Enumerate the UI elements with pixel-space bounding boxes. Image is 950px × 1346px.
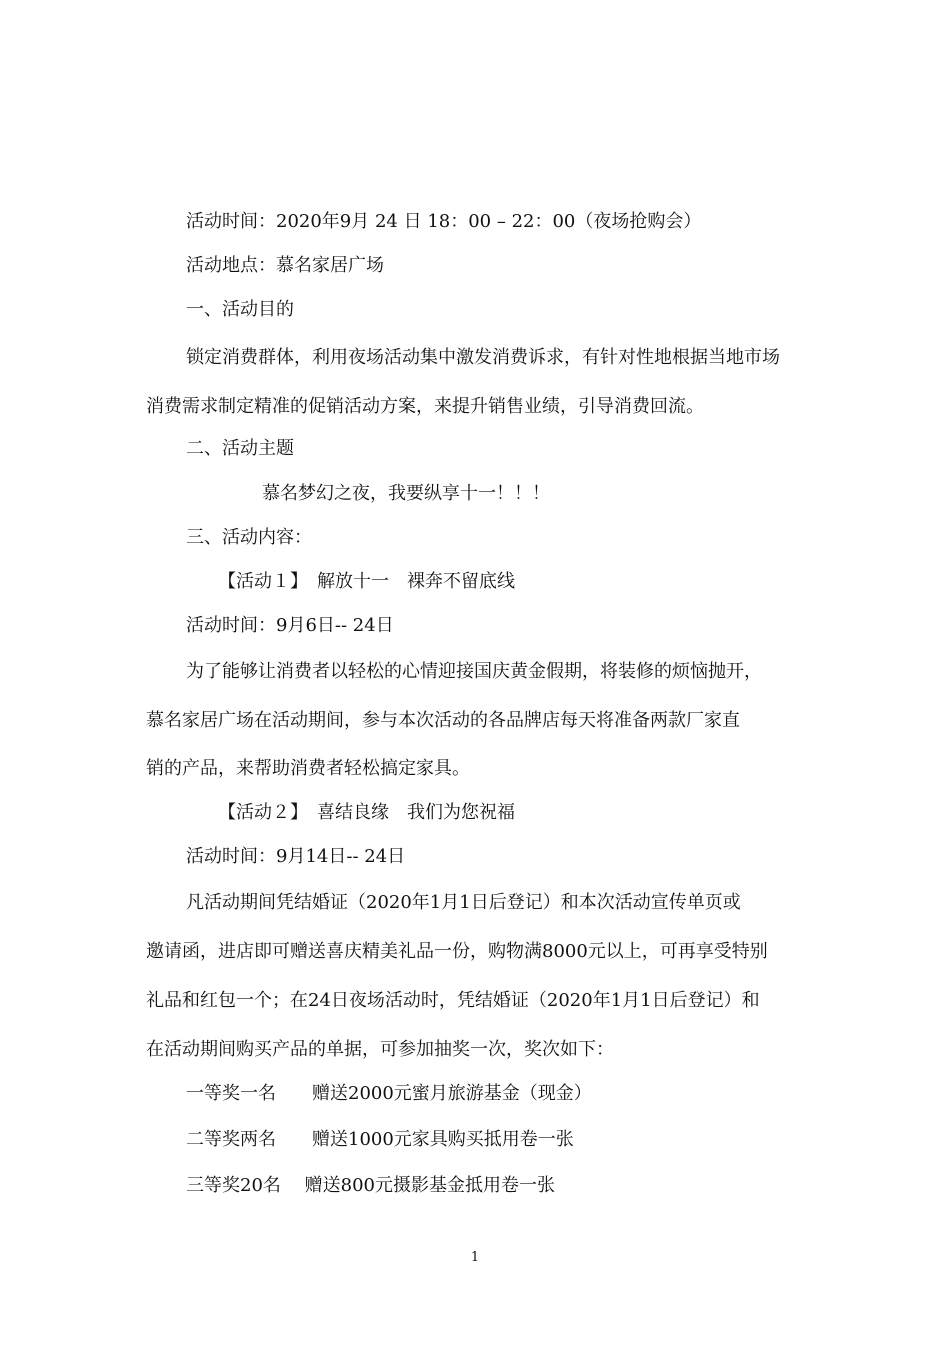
- purpose-text-line-2: 消费需求制定精准的促销活动方案，来提升销售业绩，引导消费回流。: [146, 396, 704, 417]
- theme-text: 慕名梦幻之夜，我要纵享十一！！！: [262, 483, 550, 504]
- activity-2-text-line-2: 邀请函，进店即可赠送喜庆精美礼品一份，购物满8000元以上，可再享受特别: [146, 941, 768, 962]
- purpose-text-line-1: 锁定消费群体，利用夜场活动集中激发消费诉求，有针对性地根据当地市场: [186, 347, 780, 368]
- activity-2-text-line-1: 凡活动期间凭结婚证（2020年1月1日后登记）和本次活动宣传单页或: [186, 892, 741, 913]
- activity-1-title: 【活动１】 解放十一 裸奔不留底线: [218, 571, 515, 592]
- section-heading-theme: 二、活动主题: [186, 438, 294, 459]
- activity-1-time: 活动时间：9月6日-- 24日: [186, 615, 394, 636]
- prize-second: 二等奖两名 赠送1000元家具购买抵用卷一张: [186, 1129, 574, 1150]
- prize-first: 一等奖一名 赠送2000元蜜月旅游基金（现金）: [186, 1083, 592, 1104]
- page-number: 1: [470, 1250, 480, 1265]
- section-heading-content: 三、活动内容：: [186, 527, 312, 548]
- activity-2-text-line-3: 礼品和红包一个；在24日夜场活动时，凭结婚证（2020年1月1日后登记）和: [146, 990, 760, 1011]
- activity-1-text-line-2: 慕名家居广场在活动期间，参与本次活动的各品牌店每天将准备两款厂家直: [146, 710, 740, 731]
- activity-2-time: 活动时间：9月14日-- 24日: [186, 846, 406, 867]
- event-time-line: 活动时间：2020年9月 24 日 18：00 – 22：00（夜场抢购会）: [186, 211, 702, 232]
- activity-1-text-line-3: 销的产品，来帮助消费者轻松搞定家具。: [146, 758, 470, 779]
- activity-2-title: 【活动２】 喜结良缘 我们为您祝福: [218, 802, 515, 823]
- section-heading-purpose: 一、活动目的: [186, 299, 294, 320]
- activity-1-text-line-1: 为了能够让消费者以轻松的心情迎接国庆黄金假期，将装修的烦恼抛开，: [186, 661, 762, 682]
- prize-third: 三等奖20名 赠送800元摄影基金抵用卷一张: [186, 1175, 555, 1196]
- event-location-line: 活动地点：慕名家居广场: [186, 255, 384, 276]
- activity-2-text-line-4: 在活动期间购买产品的单据，可参加抽奖一次，奖次如下：: [146, 1039, 614, 1060]
